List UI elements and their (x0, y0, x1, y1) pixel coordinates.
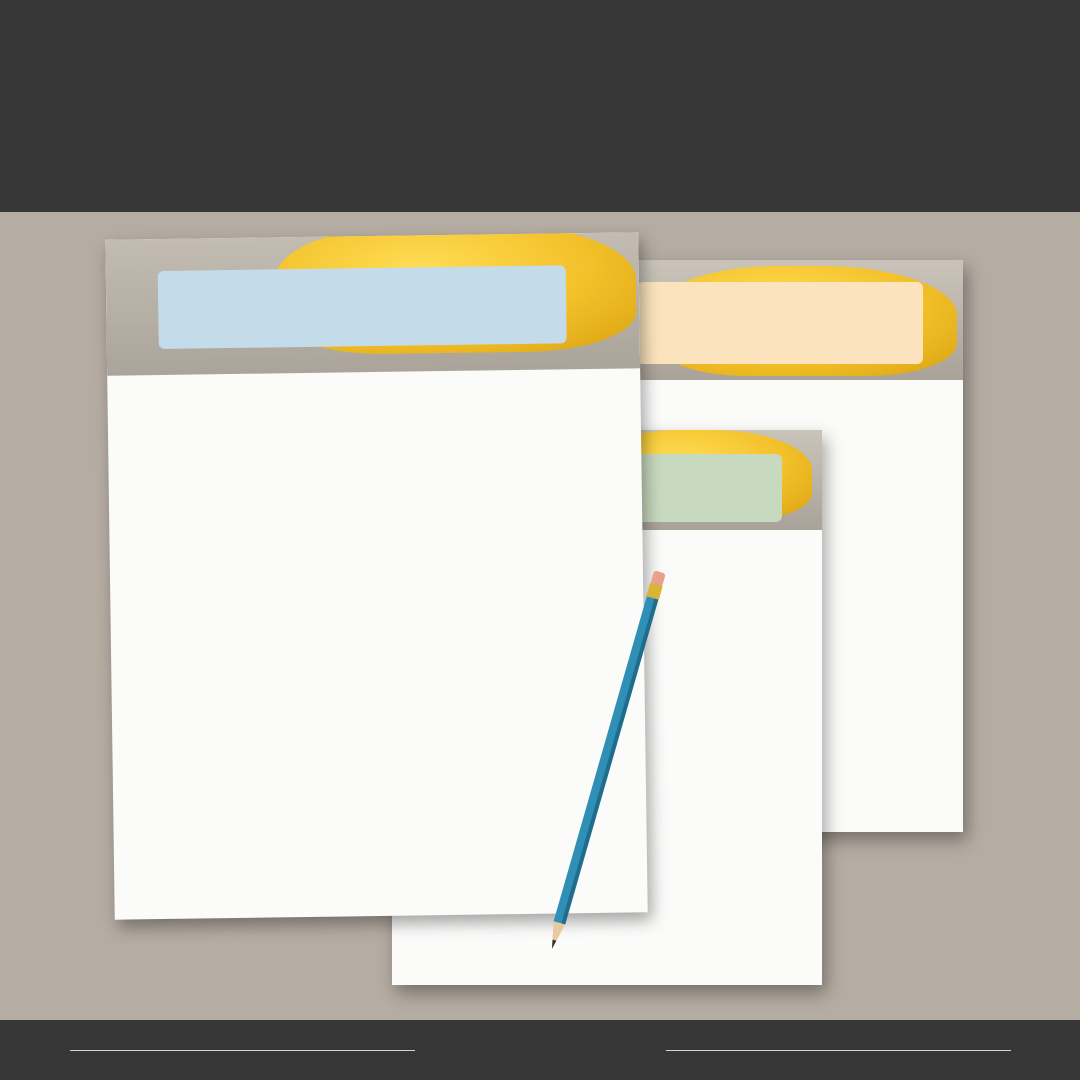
top-banner (0, 0, 1080, 212)
front-heading-script (158, 271, 566, 277)
peach-heading-label (637, 282, 923, 364)
footer-line-left (70, 1050, 415, 1051)
front-heading-bold (158, 271, 566, 277)
green-heading-label (622, 454, 782, 522)
footer-line-right (666, 1050, 1011, 1051)
front-sheet (105, 232, 647, 919)
front-heading-label (158, 265, 567, 349)
bottom-footer (0, 1020, 1080, 1080)
